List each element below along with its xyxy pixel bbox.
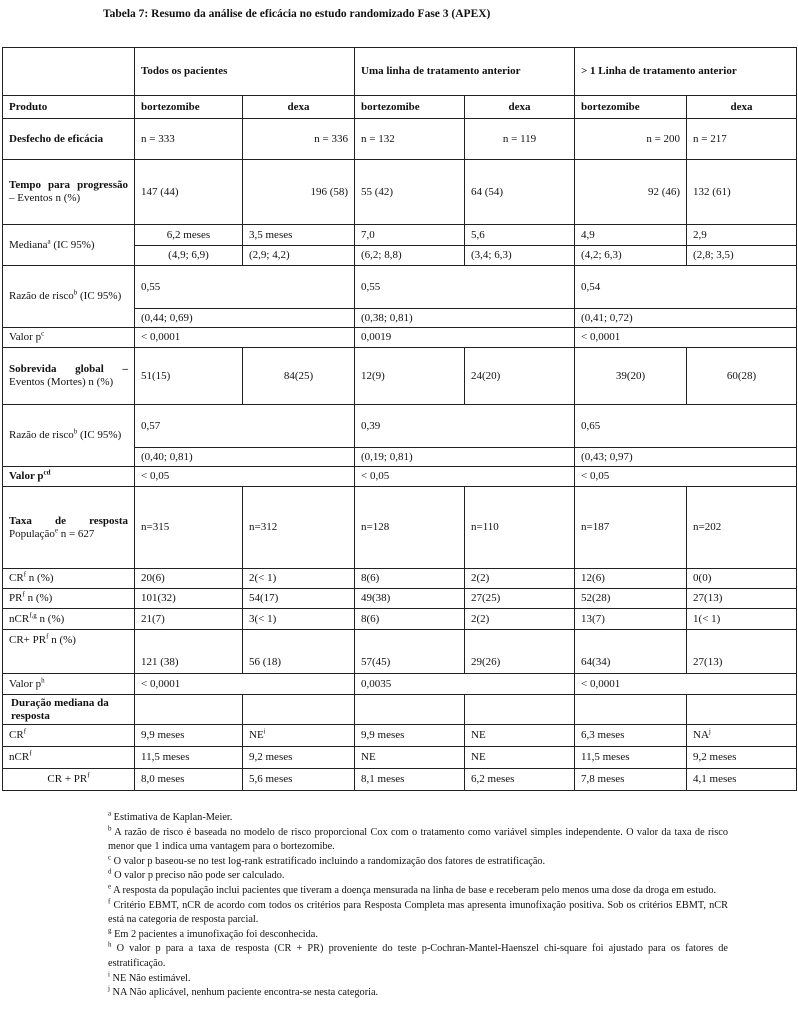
- table-cell: n=187: [575, 487, 687, 569]
- table-cell: 2,9: [687, 225, 797, 246]
- row-label: Valor $p^h$: [3, 674, 135, 695]
- product-cell: dexa: [465, 96, 575, 119]
- table-cell: 9,2 meses: [243, 747, 355, 769]
- row-label: Valor $p^{cd}$: [3, 467, 135, 487]
- duration-header-row: [3, 695, 797, 725]
- product-cell: dexa: [243, 96, 355, 119]
- table-cell: 51(15): [135, 348, 243, 405]
- row-label: Mediana$^a$ (IC 95%): [3, 225, 135, 266]
- table-cell: (2,8; 3,5): [687, 246, 797, 266]
- table-cell: 0,0035: [355, 674, 575, 695]
- table-cell: < 0,05: [355, 467, 575, 487]
- table-cell: 6,3 meses: [575, 725, 687, 747]
- table-cell: (6,2; 8,8): [355, 246, 465, 266]
- table-cell: 1(< 1): [687, 609, 797, 630]
- p3-row: [3, 674, 797, 695]
- row-label: Valor $p^c$: [3, 328, 135, 348]
- product-cell: bortezomibe: [575, 96, 687, 119]
- empty-cell: [575, 695, 687, 725]
- table-cell: < 0,05: [135, 467, 355, 487]
- table-cell: (3,4; 6,3): [465, 246, 575, 266]
- row-label: $CR^f$: [3, 725, 135, 747]
- table-cell: < 0,0001: [135, 674, 355, 695]
- response-rate-row: [3, 487, 797, 569]
- ncr-row: [3, 609, 797, 630]
- product-cell: bortezomibe: [135, 96, 243, 119]
- row-label: Razão de risco$^b$ (IC 95%): [3, 266, 135, 328]
- empty-cell: [243, 695, 355, 725]
- group-header-more-lines: > 1 Linha de tratamento anterior: [575, 48, 797, 96]
- table-cell: 60(28): [687, 348, 797, 405]
- table-cell: 0,65: [575, 405, 797, 448]
- table-cell: 64 (54): [465, 160, 575, 225]
- footnotes: [108, 811, 728, 1001]
- table-cell: 12(6): [575, 569, 687, 589]
- pr-row: [3, 589, 797, 609]
- table-cell: 9,9 meses: [355, 725, 465, 747]
- table-cell: 27(25): [465, 589, 575, 609]
- group-header-one-line: Uma linha de tratamento anterior: [355, 48, 575, 96]
- table-cell: 3,5 meses: [243, 225, 355, 246]
- row-label: nCR$^{f,g}$ n (%): [3, 609, 135, 630]
- table-cell: 9,2 meses: [687, 747, 797, 769]
- median-row: [3, 225, 797, 246]
- table-cell: NE: [355, 747, 465, 769]
- rr-label-line1: Taxa de resposta: [9, 514, 128, 527]
- table-cell: n = 132: [355, 119, 465, 160]
- table-cell: $NA^j$: [687, 725, 797, 747]
- row-label: [3, 487, 135, 569]
- table-cell: 54(17): [243, 589, 355, 609]
- row-label: $CR^f$ n (%): [3, 569, 135, 589]
- table-cell: 55 (42): [355, 160, 465, 225]
- table-cell: 12(9): [355, 348, 465, 405]
- footnote: $^d$ O valor p preciso não pode ser calculado.: [108, 867, 285, 882]
- table-cell: NE: [465, 725, 575, 747]
- ttp-row: [3, 160, 797, 225]
- footnote: $^c$ O valor p baseou-se no test log-rank estratificado incluindo a randomização dos fatores de estratificação.: [108, 853, 546, 867]
- table-cell: 27(13): [687, 630, 797, 674]
- table-cell: 52(28): [575, 589, 687, 609]
- rr-label-line2: População$^e$ n = 627: [9, 525, 95, 540]
- table-cell: (4,2; 6,3): [575, 246, 687, 266]
- dur-ncr-row: [3, 747, 797, 769]
- table-cell: 57(45): [355, 630, 465, 674]
- row-label: Produto: [3, 96, 135, 119]
- table-cell: 132 (61): [687, 160, 797, 225]
- ttp-label-line2: – Eventos n (%): [9, 192, 81, 204]
- table-cell: 101(32): [135, 589, 243, 609]
- empty-cell: [135, 695, 243, 725]
- table-cell: n=312: [243, 487, 355, 569]
- footnote: $^g$ Em 2 pacientes a imunofixação foi desconhecida.: [108, 926, 318, 940]
- row-label: $PR^f$ n (%): [3, 589, 135, 609]
- table-cell: NE: [465, 747, 575, 769]
- efficacy-table: [2, 47, 797, 791]
- footnote: $^b$ A razão de risco é baseada no modelo de risco proporcional Cox com o tratamento como variável simples independente. O valor da taxa de risco menor que 1 indica uma vantagem para o bortezomibe.: [108, 824, 728, 853]
- cr-row: [3, 569, 797, 589]
- os-row: [3, 348, 797, 405]
- group-header-all: Todos os pacientes: [135, 48, 355, 96]
- table-cell: (0,19; 0,81): [355, 448, 575, 467]
- table-cell: 13(7): [575, 609, 687, 630]
- table-cell: < 0,05: [575, 467, 797, 487]
- row-label: Razão de risco$^b$ (IC 95%): [3, 405, 135, 467]
- table-cell: 39(20): [575, 348, 687, 405]
- table-cell: 6,2 meses: [135, 225, 243, 246]
- table-cell: < 0,0001: [575, 674, 797, 695]
- empty-cell: [355, 695, 465, 725]
- table-cell: 56 (18): [243, 630, 355, 674]
- empty-cell: [465, 695, 575, 725]
- table-cell: 7,8 meses: [575, 769, 687, 791]
- table-cell: 0,55: [135, 266, 355, 309]
- table-cell: (2,9; 4,2): [243, 246, 355, 266]
- table-cell: 24(20): [465, 348, 575, 405]
- table-cell: 84(25): [243, 348, 355, 405]
- row-label: $CR+ PR^f$ n (%): [3, 630, 135, 674]
- table-cell: 21(7): [135, 609, 243, 630]
- hr2-row: [3, 405, 797, 448]
- table-cell: 2(2): [465, 569, 575, 589]
- crpr-row: [3, 630, 797, 674]
- table-cell: (0,38; 0,81): [355, 309, 575, 328]
- table-cell: 2(< 1): [243, 569, 355, 589]
- dur-crpr-row: [3, 769, 797, 791]
- table-cell: 0,57: [135, 405, 355, 448]
- table-cell: 8(6): [355, 569, 465, 589]
- row-label: [3, 348, 135, 405]
- hr1-row: [3, 266, 797, 309]
- table-cell: 4,1 meses: [687, 769, 797, 791]
- table-cell: 8,1 meses: [355, 769, 465, 791]
- table-cell: 5,6: [465, 225, 575, 246]
- table-cell: 20(6): [135, 569, 243, 589]
- table-cell: 8(6): [355, 609, 465, 630]
- table-cell: (0,43; 0,97): [575, 448, 797, 467]
- table-cell: n = 200: [575, 119, 687, 160]
- os-label-line1: Sobrevida global –: [9, 363, 128, 375]
- table-cell: 8,0 meses: [135, 769, 243, 791]
- row-label: nCR$^f$: [3, 747, 135, 769]
- table-cell: 64(34): [575, 630, 687, 674]
- table-cell: 5,6 meses: [243, 769, 355, 791]
- table-cell: (0,44; 0,69): [135, 309, 355, 328]
- table-cell: 11,5 meses: [135, 747, 243, 769]
- table-cell: (0,40; 0,81): [135, 448, 355, 467]
- table-cell: 0,55: [355, 266, 575, 309]
- group-header-row: [3, 48, 797, 96]
- table-cell: 49(38): [355, 589, 465, 609]
- product-cell: bortezomibe: [355, 96, 465, 119]
- table-cell: n=315: [135, 487, 243, 569]
- table-cell: 2(2): [465, 609, 575, 630]
- footnote: $^a$ Estimativa de Kaplan-Meier.: [108, 809, 233, 823]
- table-cell: 4,9: [575, 225, 687, 246]
- table-cell: < 0,0001: [575, 328, 797, 348]
- table-cell: 121 (38): [135, 630, 243, 674]
- table-cell: n=202: [687, 487, 797, 569]
- ttp-label-line1: Tempo para progressão: [9, 179, 128, 191]
- table-cell: 92 (46): [575, 160, 687, 225]
- table-cell: (4,9; 6,9): [135, 246, 243, 266]
- table-cell: n = 336: [243, 119, 355, 160]
- table-cell: 11,5 meses: [575, 747, 687, 769]
- table-cell: 6,2 meses: [465, 769, 575, 791]
- row-label: CR + $PR^f$: [3, 769, 135, 791]
- table-cell: 196 (58): [243, 160, 355, 225]
- footnote: $^e$ A resposta da população inclui pacientes que tiveram a doença mensurada na linha de base e receberam pelo menos uma dose da droga em estudo.: [108, 882, 717, 896]
- footnote: $^i$ NE Não estimável.: [108, 970, 191, 984]
- os-label-line2: Eventos (Mortes) n (%): [9, 376, 114, 388]
- product-row: [3, 96, 797, 119]
- footnote: $^h$ O valor p para a taxa de resposta (CR + PR) proveniente do teste p-Cochran-Mantel-Haenszel chi-square foi ajustado para os fatores de estratificação.: [108, 940, 728, 969]
- row-label: [3, 160, 135, 225]
- table-cell: 3(< 1): [243, 609, 355, 630]
- footnote: $^f$ Critério EBMT, nCR de acordo com todos os critérios para Resposta Completa mas apresenta imunofixação positiva. Sob os critérios EBMT, nCR está na categoria de resposta parcial.: [108, 897, 728, 926]
- empty-corner-cell: [3, 48, 135, 96]
- table-cell: n = 119: [465, 119, 575, 160]
- table-cell: 147 (44): [135, 160, 243, 225]
- table-cell: n = 217: [687, 119, 797, 160]
- table-cell: n=110: [465, 487, 575, 569]
- footnote: $^j$ NA Não aplicável, nenhum paciente encontra-se nesta categoria.: [108, 984, 379, 999]
- desfecho-row: [3, 119, 797, 160]
- table-cell: 9,9 meses: [135, 725, 243, 747]
- table-cell: 0,39: [355, 405, 575, 448]
- empty-cell: [687, 695, 797, 725]
- table-title: Tabela 7: Resumo da análise de eficácia no estudo randomizado Fase 3 (APEX): [103, 8, 491, 20]
- table-cell: n = 333: [135, 119, 243, 160]
- table-cell: (0,41; 0,72): [575, 309, 797, 328]
- p2-row: [3, 467, 797, 487]
- table-cell: 27(13): [687, 589, 797, 609]
- table-cell: 0(0): [687, 569, 797, 589]
- table-cell: $NE^i$: [243, 725, 355, 747]
- row-label: Duração mediana da resposta: [3, 695, 135, 725]
- table-cell: 29(26): [465, 630, 575, 674]
- table-cell: < 0,0001: [135, 328, 355, 348]
- table-cell: 0,54: [575, 266, 797, 309]
- table-cell: n=128: [355, 487, 465, 569]
- table-cell: 7,0: [355, 225, 465, 246]
- dur-cr-row: [3, 725, 797, 747]
- p1-row: [3, 328, 797, 348]
- product-cell: dexa: [687, 96, 797, 119]
- table-cell: 0,0019: [355, 328, 575, 348]
- row-label: Desfecho de eficácia: [3, 119, 135, 160]
